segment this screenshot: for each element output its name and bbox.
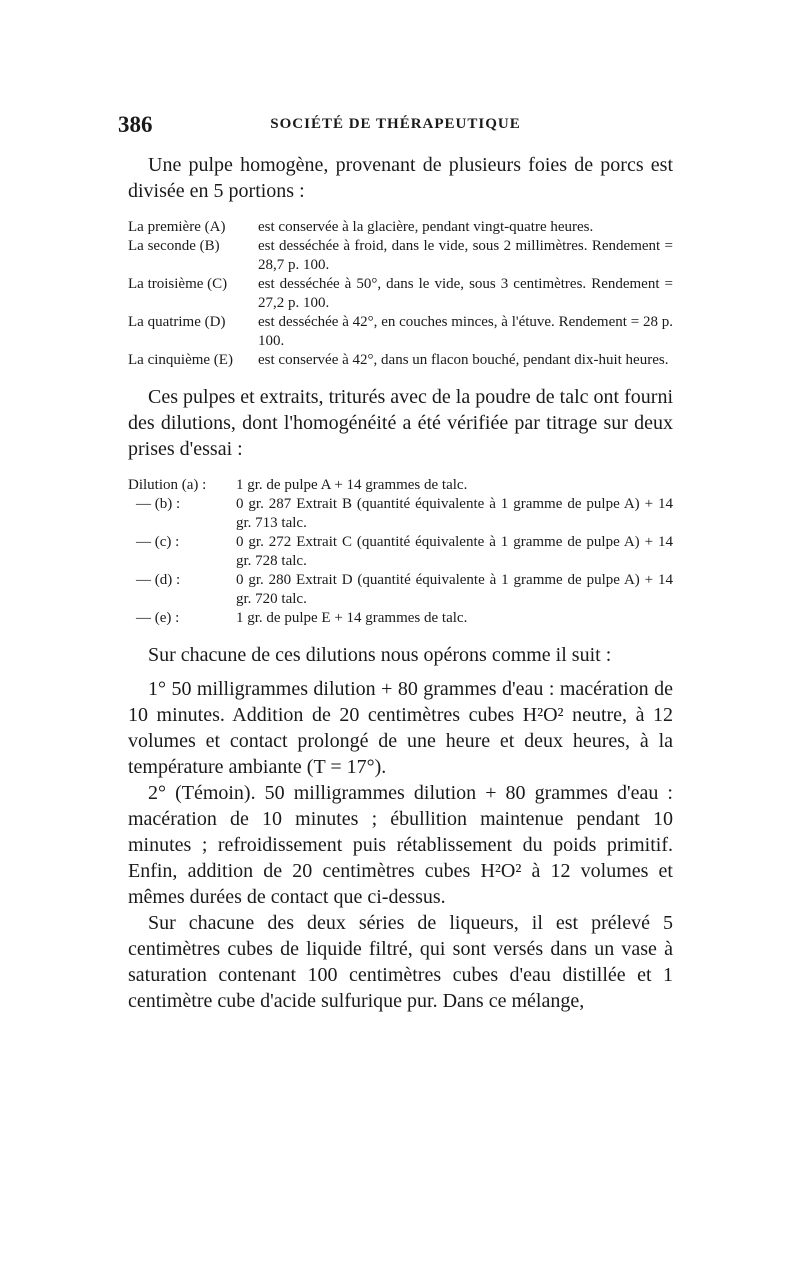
portion-text: est desséchée à 50°, dans le vide, sous 3 centimètres. Rendement = 27,2 p. 100. xyxy=(258,276,673,311)
pulpes-paragraph: Ces pulpes et extraits, triturés avec de la poudre de talc ont fourni des dilutions, dont l'homogénéité a été vérifiée par titrage sur deux prises d'essai : xyxy=(128,386,673,460)
portion-item xyxy=(128,275,673,313)
page-header xyxy=(118,112,673,142)
portion-label: La cinquième (E) xyxy=(128,352,233,368)
portion-text: est conservée à la glacière, pendant vingt-quatre heures. xyxy=(258,219,594,235)
portion-text: est desséchée à froid, dans le vide, sous 2 millimètres. Rendement = 28,7 p. 100. xyxy=(258,238,673,273)
text-column xyxy=(128,152,673,1014)
portions-list xyxy=(128,218,673,370)
procedure-intro: Sur chacune de ces dilutions nous opérons comme il suit : xyxy=(148,644,612,666)
dilution-text: 1 gr. de pulpe E + 14 grammes de talc. xyxy=(236,610,468,626)
dilution-text: 0 gr. 280 Extrait D (quantité équivalente à 1 gramme de pulpe A) + 14 gr. 720 talc. xyxy=(236,572,673,607)
dilution-label: Dilution (a) : xyxy=(128,477,207,493)
running-title: SOCIÉTÉ DE THÉRAPEUTIQUE xyxy=(270,116,521,132)
procedure-step-1: 1° 50 milligrammes dilution + 80 grammes d'eau : macération de 10 minutes. Addition de 20 centimètres cubes H²O² neutre, à 12 volumes et contact prolongé de une heure et deux heures, à la température ambiante (T = 17°). xyxy=(128,678,673,778)
dilution-item xyxy=(128,609,673,628)
portion-item xyxy=(128,313,673,351)
portion-item xyxy=(128,237,673,275)
portion-text: est desséchée à 42°, en couches minces, à l'étuve. Rendement = 28 p. 100. xyxy=(258,314,673,349)
procedure-paragraph-3: Sur chacune des deux séries de liqueurs, il est prélevé 5 centimètres cubes de liquide filtré, qui sont versés dans un vase à saturation contenant 100 centimètres cubes d'eau distillée et 1 centimètre cube d'acide sulfurique pur. Dans ce mélange, xyxy=(128,912,673,1012)
intro-paragraph: Une pulpe homogène, provenant de plusieurs foies de porcs est divisée en 5 portions : xyxy=(128,154,673,202)
portion-item xyxy=(128,218,673,237)
dilution-label: — (c) : xyxy=(136,534,180,550)
portion-item xyxy=(128,351,673,370)
dilution-item xyxy=(128,533,673,571)
portion-label: La quatrime (D) xyxy=(128,314,226,330)
dilution-text: 0 gr. 272 Extrait C (quantité équivalente à 1 gramme de pulpe A) + 14 gr. 728 talc. xyxy=(236,534,673,569)
page-number: 386 xyxy=(118,112,153,137)
dilution-text: 1 gr. de pulpe A + 14 grammes de talc. xyxy=(236,477,468,493)
dilution-item xyxy=(128,495,673,533)
portion-label: La troisième (C) xyxy=(128,276,228,292)
dilution-item xyxy=(128,571,673,609)
dilution-item xyxy=(128,476,673,495)
dilution-label: — (e) : xyxy=(136,610,180,626)
portion-label: La seconde (B) xyxy=(128,238,220,254)
procedure-step-2: 2° (Témoin). 50 milligrammes dilution + 80 grammes d'eau : macération de 10 minutes ; ébullition maintenue pendant 10 minutes ; refroidissement puis rétablissement du poids primitif. Enfin, addition de 20 centimètres cubes H²O² à 12 volumes et mêmes durées de contact que ci-dessus. xyxy=(128,782,673,908)
dilutions-list xyxy=(128,476,673,628)
dilution-text: 0 gr. 287 Extrait B (quantité équivalente à 1 gramme de pulpe A) + 14 gr. 713 talc. xyxy=(236,496,673,531)
portion-text: est conservée à 42°, dans un flacon bouché, pendant dix-huit heures. xyxy=(258,352,669,368)
dilution-label: — (b) : xyxy=(136,496,181,512)
portion-label: La première (A) xyxy=(128,219,226,235)
dilution-label: — (d) : xyxy=(136,572,181,588)
